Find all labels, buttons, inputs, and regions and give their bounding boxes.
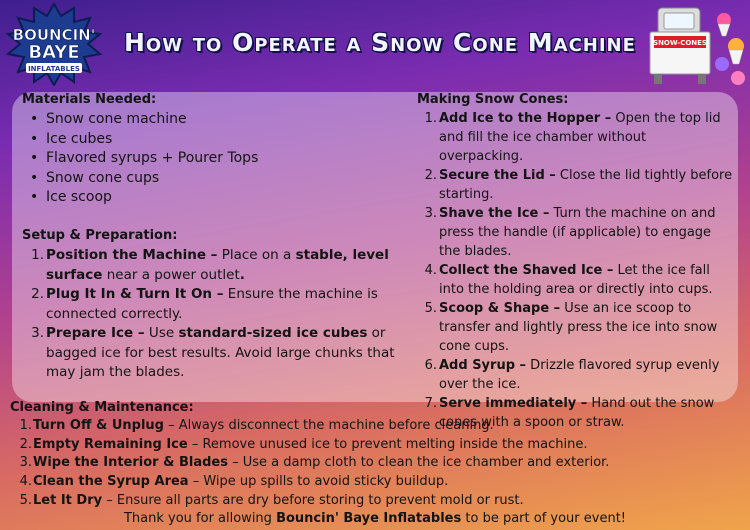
step-heading: Turn Off & Unplug (33, 418, 164, 433)
list-item (22, 285, 420, 324)
list-item (10, 473, 730, 492)
list-item: • Snow cone cups (22, 169, 402, 189)
step-emphasis: standard-sized ice cubes (178, 325, 368, 341)
making-steps-list (415, 109, 733, 432)
list-item: • Snow cone machine (22, 110, 402, 130)
snow-cone-machine-image (640, 2, 748, 88)
step-number: 5. (424, 301, 437, 316)
step-text: or bagged ice for best results. Avoid large chunks that may jam the blades. (46, 325, 395, 380)
step-heading: Wipe the Interior & Blades (33, 455, 228, 471)
list-item (415, 166, 733, 204)
step-number: 7. (424, 396, 437, 411)
step-text: – Always disconnect the machine before cleaning. (164, 418, 494, 433)
step-heading: Serve immediately – (439, 396, 588, 411)
step-emphasis: . (239, 266, 245, 283)
step-number: 3. (424, 206, 437, 221)
list-item (22, 246, 420, 285)
thank-you-note (0, 511, 750, 526)
machine-stand (654, 74, 662, 84)
setup-heading: Setup & Preparation: (22, 228, 178, 243)
step-text: Place on a (217, 247, 296, 263)
step-heading: Clean the Syrup Area (33, 474, 189, 490)
list-item (10, 492, 730, 511)
page-title: How to Operate a Snow Cone Machine (124, 28, 636, 57)
cleaning-heading: Cleaning & Maintenance: (10, 400, 194, 415)
step-number: 2. (31, 286, 44, 302)
step-number: 4. (424, 263, 437, 278)
cone-cup (729, 50, 743, 64)
list-item (415, 261, 733, 299)
list-item (415, 356, 733, 394)
logo-line2: BAYE (28, 42, 80, 63)
step-text: Use (144, 325, 179, 341)
step-heading: Plug It In & Turn It On – (46, 286, 224, 302)
step-text: near a power outlet (102, 266, 240, 283)
bouncin-baye-logo (4, 2, 104, 86)
materials-list (22, 110, 402, 208)
machine-sign-label: SNOW-CONES (653, 39, 707, 47)
list-item: • Ice scoop (22, 188, 402, 208)
materials-heading: Materials Needed: (22, 92, 157, 107)
step-number: 1. (19, 418, 32, 433)
step-text: Drizzle flavored syrup evenly over the ice. (439, 358, 720, 392)
list-item: • Ice cubes (22, 130, 402, 150)
step-text: – Wipe up spills to avoid sticky buildup. (188, 474, 449, 490)
step-text: – Remove unused ice to prevent melting inside the machine. (187, 436, 588, 452)
step-number: 6. (424, 358, 437, 373)
list-item (10, 436, 730, 455)
logo-line3: INFLATABLES (28, 65, 80, 73)
list-item: • Flavored syrups + Pourer Tops (22, 149, 402, 169)
step-heading: Add Syrup – (439, 358, 527, 373)
list-item (415, 204, 733, 261)
list-item (10, 454, 730, 473)
step-text: Ensure the machine is connected correctly. (46, 286, 378, 322)
list-item (22, 324, 420, 383)
step-heading: Let It Dry (33, 492, 103, 508)
step-number: 5. (19, 492, 32, 508)
list-item (415, 109, 733, 166)
snow-cone-purple (715, 57, 729, 71)
step-emphasis: stable, level surface (46, 247, 389, 283)
step-heading: Scoop & Shape – (439, 301, 561, 316)
step-heading: Secure the Lid – (439, 168, 556, 183)
step-number: 1. (31, 247, 44, 263)
brand-name: Bouncin' Baye Inflatables (276, 511, 462, 526)
step-text: – Use a damp cloth to clean the ice chamber and exterior. (227, 455, 610, 471)
step-number: 3. (31, 325, 44, 341)
step-heading: Shave the Ice – (439, 206, 550, 221)
list-item (415, 299, 733, 356)
machine-stand (698, 74, 706, 84)
cone-cup (718, 24, 730, 36)
list-item (10, 417, 730, 436)
thanks-pre: Thank you for allowing (123, 511, 277, 526)
step-number: 2. (424, 168, 437, 183)
step-heading: Prepare Ice – (46, 325, 145, 341)
step-heading: Empty Remaining Ice (33, 436, 188, 452)
step-text: Turn the machine on and press the handle (if applicable) to engage the blades. (439, 206, 716, 259)
step-text: Let the ice fall into the holding area or directly into cups. (439, 263, 713, 297)
step-number: 1. (424, 111, 437, 126)
step-heading: Position the Machine – (46, 247, 218, 263)
step-heading: Add Ice to the Hopper – (439, 111, 612, 126)
step-text: Open the top lid and fill the ice chamber without overpacking. (439, 111, 721, 164)
step-number: 3. (19, 455, 32, 471)
step-heading: Collect the Shaved Ice – (439, 263, 614, 278)
step-text: – Ensure all parts are dry before storing to prevent mold or rust. (102, 492, 524, 508)
step-text: Use an ice scoop to transfer and lightly press the ice into snow cone cups. (439, 301, 718, 354)
machine-window (664, 13, 694, 29)
thanks-post: to be part of your event! (461, 511, 627, 526)
step-text: Close the lid tightly before starting. (439, 168, 733, 202)
snow-cone-pink (731, 71, 745, 85)
setup-list (22, 246, 420, 383)
logo-line1: BOUNCIN' (12, 26, 96, 44)
making-heading: Making Snow Cones: (417, 92, 569, 107)
step-number: 4. (19, 474, 32, 490)
step-number: 2. (19, 436, 32, 452)
cleaning-steps-list (10, 417, 730, 511)
step-text: Hand out the snow cones with a spoon or straw. (439, 396, 715, 430)
